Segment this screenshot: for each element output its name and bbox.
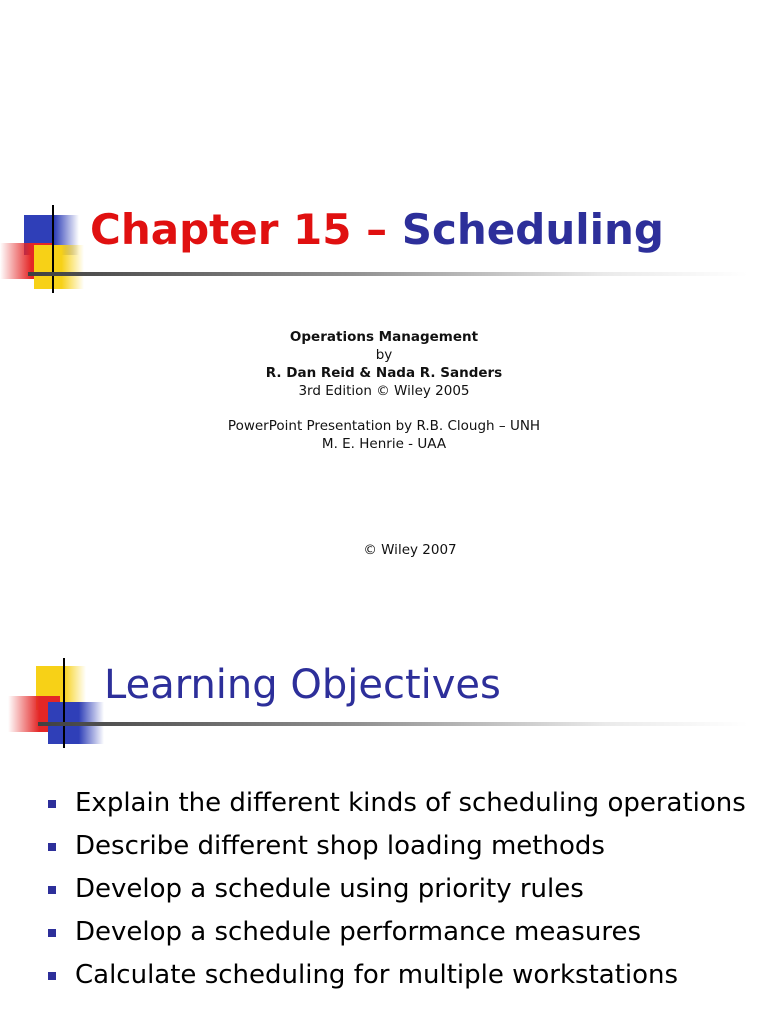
title-topic: Scheduling bbox=[401, 205, 664, 254]
slide-logo-graphic bbox=[8, 658, 118, 753]
bullet-icon bbox=[48, 929, 56, 937]
edition: 3rd Edition © Wiley 2005 bbox=[298, 383, 470, 399]
bullet-icon bbox=[48, 843, 56, 851]
bullet-icon bbox=[48, 800, 56, 808]
subtitle-block bbox=[0, 328, 768, 453]
objectives-slide bbox=[0, 600, 768, 1024]
title-chapter: Chapter 15 – bbox=[90, 205, 388, 254]
presentation-credit: PowerPoint Presentation by R.B. Clough – UNH bbox=[227, 418, 541, 434]
bullet-icon bbox=[48, 972, 56, 980]
authors: R. Dan Reid & Nada R. Sanders bbox=[265, 365, 503, 381]
slide-title bbox=[90, 205, 664, 254]
title-underline bbox=[28, 272, 748, 276]
slide-title: Learning Objectives bbox=[104, 662, 501, 708]
list-item: Describe different shop loading methods bbox=[46, 828, 746, 864]
book-title: Operations Management bbox=[289, 329, 479, 345]
objectives-list bbox=[46, 785, 746, 1000]
list-item: Develop a schedule using priority rules bbox=[46, 871, 746, 907]
by-text: by bbox=[375, 347, 393, 363]
title-underline bbox=[38, 722, 748, 726]
list-item: Develop a schedule performance measures bbox=[46, 914, 746, 950]
copyright-text: © Wiley 2007 bbox=[363, 542, 457, 558]
list-item: Explain the different kinds of scheduling operations bbox=[46, 785, 746, 821]
presenter-credit: M. E. Henrie - UAA bbox=[321, 436, 447, 452]
list-item: Calculate scheduling for multiple workstations bbox=[46, 957, 746, 993]
bullet-icon bbox=[48, 886, 56, 894]
